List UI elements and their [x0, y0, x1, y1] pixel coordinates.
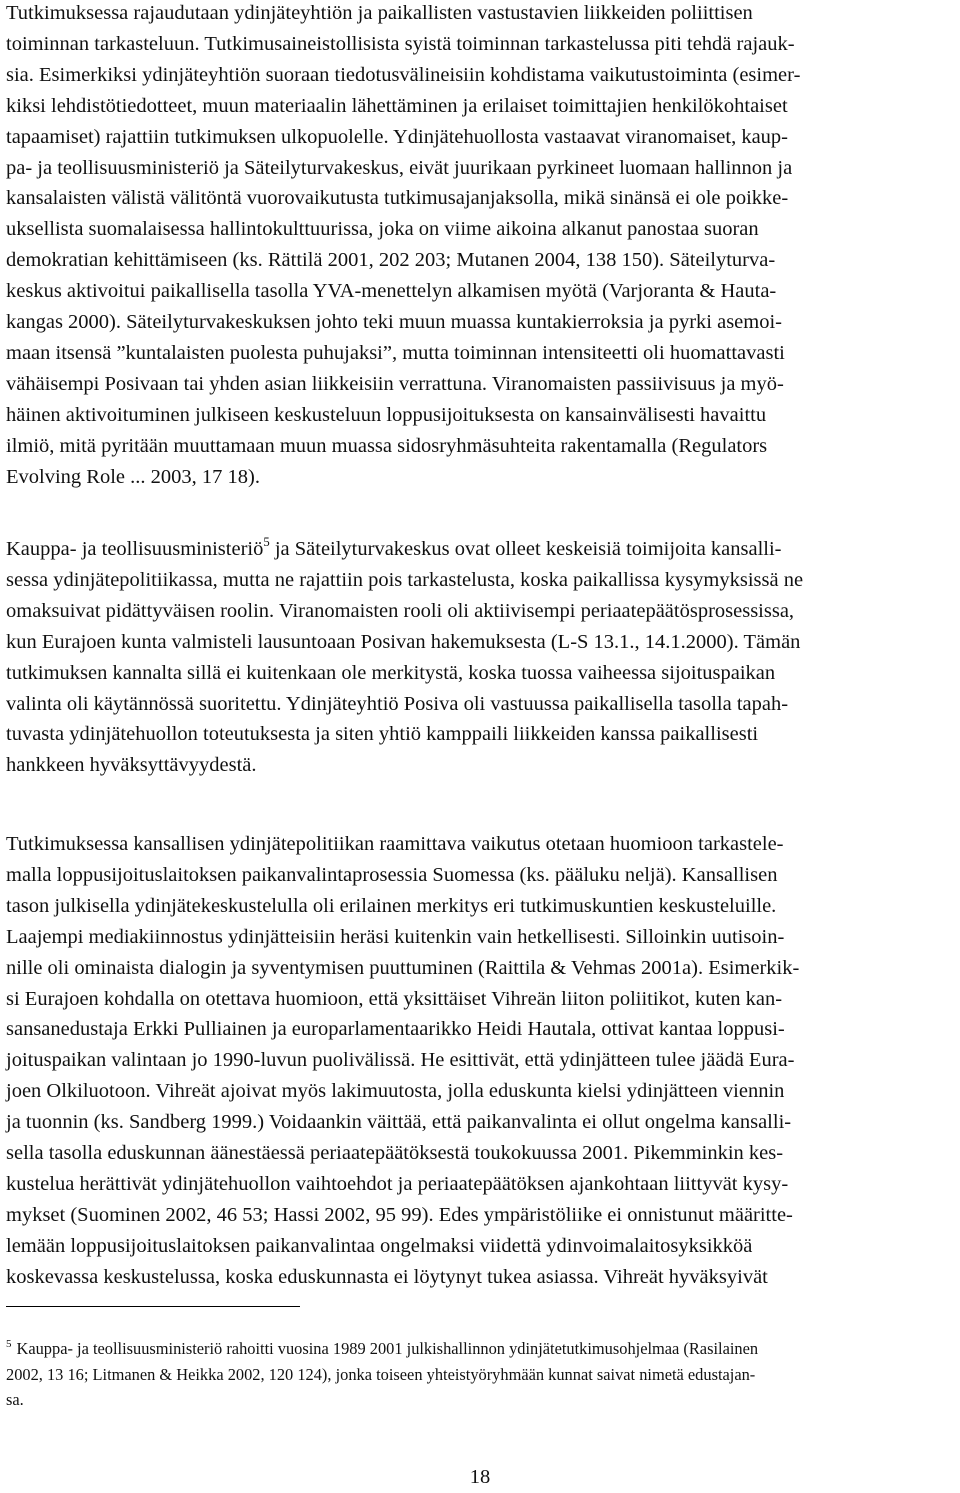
footnote-marker: 5 [6, 1338, 12, 1350]
page-number: 18 [469, 1466, 491, 1488]
footnote [6, 1336, 957, 1413]
paragraph-2-rest: ja Säteilyturvakeskus ovat olleet keskeisiä toimijoita kansalli- sessa ydinjätepolitiikassa, mutta ne rajattiin pois tarkastelusta, koska paikallissa kysymyksissä ne omaksuivat pidättyväisen roolin. Viranomaisten rooli oli aktiivisempi periaatepäätösprosessissa, kun Eurajoen kunta valmisteli lausuntoaan Posivan hakemuksesta (L-S 13.1., 14.1.2000). Tämän tutkimuksen kannalta sillä ei kuitenkaan ole merkitystä, koska tuossa vaiheessa sijoituspaikan valinta oli käytännössä suoritettu. Ydinjäteyhtiö Posiva oli vastuussa paikallisella tasolla tapah- tuvasta ydinjätehuollon toteutuksesta ja siten yhtiö kamppaili liikkeiden kanssa paikallisesti hankkeen hyväksyttävyydestä. [6, 538, 804, 777]
paragraph-3: Tutkimuksessa kansallisen ydinjätepolitiikan raamittava vaikutus otetaan huomioon tarkastele- malla loppusijoituslaitoksen paikanvalintaprosessia Suomessa (ks. pääluku neljä). Kansallisen tason julkisella ydinjätekeskustelulla oli erilainen merkitys eri tutkimuskuntien keskusteluille. Laajempi mediakiinnostus ydinjätteisiin heräsi kuitenkin vain hetkellisesti. Silloinkin uutisoin- nille oli ominaista dialogin ja syventymisen puuttuminen (Raittila & Vehmas 2001a). Esimerkik- si Eurajoen kohdalla on otettava huomioon, että yksittäiset Vihreän liiton poliitikot, kuten kan- sansanedustaja Erkki Pulliainen ja europarlamentaarikko Heidi Hautala, ottivat kantaa loppusi- joituspaikan valintaan jo 1990-luvun puolivälissä. He esittivät, että ydinjätteen tulee jäädä Eura- joen Olkiluotoon. Vihreät ajoivat myös lakimuutosta, jolla eduskunta kielsi ydinjätteen viennin ja tuonnin (ks. Sandberg 1999.) Voidaankin väittää, että paikanvalinta ei ollut ongelma kansalli- sella tasolla eduskunnan äänestäessä periaatepäätöksestä toukokuussa 2001. Pikemminkin kes- kustelua herättivät ydinjätehuollon vaihtoehdot ja periaatepäätöksen ajankohtaan liittyvät kysy- mykset (Suominen 2002, 46 53; Hassi 2002, 95 99). Edes ympäristöliike ei onnistunut määritte- lemään loppusijoituslaitoksen paikanvalintaa ongelmaksi viidettä ydinvoimalaitosyksikköä koskevassa keskustelussa, koska eduskunnasta ei löytynyt tukea asiassa. Vihreät hyväksyivät [6, 833, 800, 1288]
paragraph-2 [6, 534, 957, 781]
footnote-reference: 5 [263, 534, 270, 549]
paragraph-1: Tutkimuksessa rajaudutaan ydinjäteyhtiön ja paikallisten vastustavien liikkeiden poliittisen toiminnan tarkasteluun. Tutkimusaineistollisista syistä toiminnan tarkastelussa piti tehdä rajauk- sia. Esimerkiksi ydinjäteyhtiön suoraan tiedotusvälineisiin kohdistama vaikutustoiminta (esimer- kiksi lehdistötiedotteet, muun materiaalin lähettäminen ja erilaiset toimittajien henkilökohtaiset tapaamiset) rajattiin tutkimuksen ulkopuolelle. Ydinjätehuollosta vastaavat viranomaiset, kaup- pa- ja teollisuusministeriö ja Säteilyturvakeskus, eivät juurikaan pyrkineet luomaan hallinnon ja kansalaisten välistä välitöntä vuorovaikutusta tutkimusajanjaksolla, mikä sinänsä ei ole poikke- uksellista suomalaisessa hallintokulttuurissa, joka on viime aikoina alkanut panostaa suoran demokratian kehittämiseen (ks. Rättilä 2001, 202 203; Mutanen 2004, 138 150). Säteilyturva- keskus aktivoitui paikallisella tasolla YVA-menettelyn alkamisen myötä (Varjoranta & Hauta- kangas 2000). Säteilyturvakeskuksen johto teki muun muassa kuntakierroksia ja pyrki asemoi- maan itsensä ”kuntalaisten puolesta puhujaksi”, mutta toiminnan intensiteetti oli huomattavasti vähäisempi Posivaan tai yhden asian liikkeisiin verrattuna. Viranomaisten passiivisuus ja myö- häinen aktivoituminen julkiseen keskusteluun loppusijoituksesta on kansainvälisesti havaittu ilmiö, mitä pyritään muuttamaan muun muassa sidosryhmäsuhteita rakentamalla (Regulators Evolving Role ... 2003, 17 18). [6, 2, 801, 488]
paragraph-2-start: Kauppa- ja teollisuusministeriö [6, 538, 264, 560]
footnote-separator [6, 1306, 300, 1307]
footnote-text: Kauppa- ja teollisuusministeriö rahoitti vuosina 1989 2001 julkishallinnon ydinjätetutkimusohjelmaa (Rasilainen 2002, 13 16; Litmanen & Heikka 2002, 120 124), jonka toiseen yhteistyöryhmään kunnat saivat nimetä edustajan- sa. [6, 1339, 759, 1409]
